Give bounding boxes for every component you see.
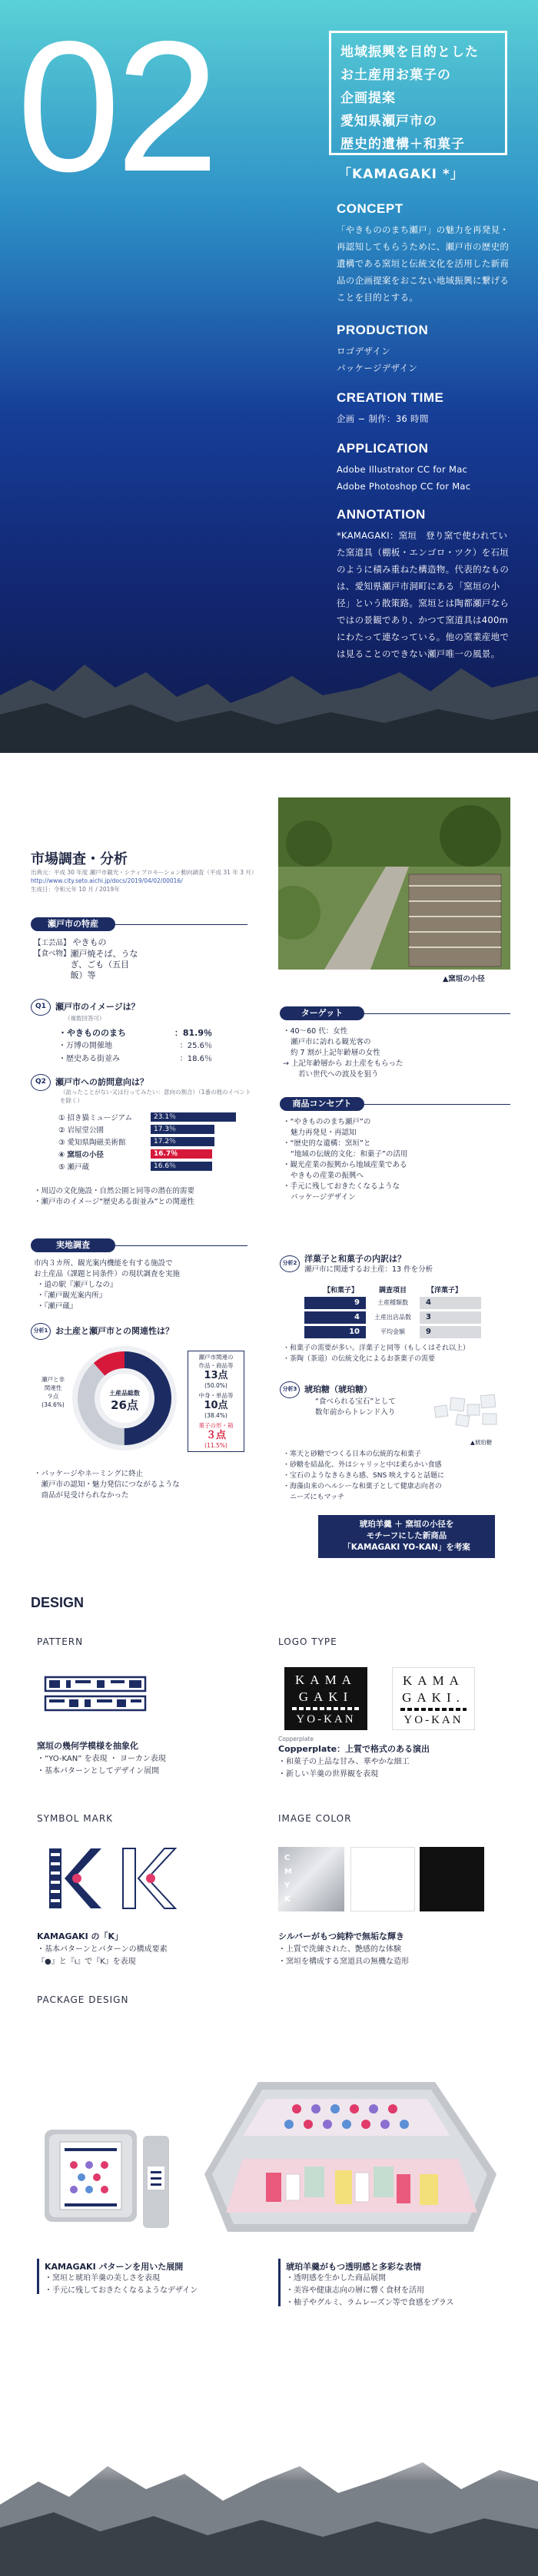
production-line: パッケージデザイン — [337, 363, 418, 373]
survey-pill: 実地調査 — [31, 1238, 115, 1252]
table-row — [304, 1311, 506, 1324]
q2-label: ③ 愛知県陶磁美術館 — [58, 1139, 126, 1147]
application-line: Adobe Photoshop CC for Mac — [337, 481, 471, 492]
package-label: PACKAGE DESIGN — [37, 1994, 129, 2005]
donut-total: 26点 — [111, 1398, 138, 1412]
package-right-bold: 琥珀羊羹がもつ透明感と多彩な表情 — [286, 2262, 421, 2272]
concept-body: 「やきもののまち瀬戸」の魅力を再発見・再認知してもらうために、瀬戸市の歴史的遺構である窯垣と伝統文化を活用した新商品の企画提案をおこない地域振興に繋げることを目的とする。 — [337, 224, 510, 303]
title-line-product: 「KAMAGAKI *」 — [338, 167, 464, 182]
yogashi-value: 3 — [420, 1311, 481, 1324]
q2-bar: 17.2％ — [151, 1137, 214, 1146]
source-line: 出典元：平成 30 年度 瀬戸市観光・シティプロモーション動向調査（平成 31 年 3 月） — [31, 869, 257, 876]
analysis3-badge: 分析3 — [280, 1381, 300, 1398]
title-line: 歴史的遺構＋和菓子 — [340, 137, 465, 152]
application-heading: APPLICATION — [337, 441, 429, 456]
market-title: 市場調査・分析 — [31, 851, 128, 867]
footnote: ・周辺の文化施設・自然公園と同等の潜在的需要 — [34, 1187, 195, 1195]
q2-results — [58, 1111, 251, 1172]
yogashi-value: 9 — [420, 1326, 481, 1338]
kohakuto-caption: ▲琥珀糖 — [470, 1439, 493, 1446]
divider — [364, 1104, 510, 1105]
annotation-heading: ANNOTATION — [337, 507, 426, 522]
accent-bar — [278, 2259, 281, 2306]
q2-bar: 23.1％ — [151, 1112, 236, 1122]
table-row — [304, 1297, 506, 1309]
logo-light: KAMA GAKI. YO-KAN — [392, 1667, 475, 1730]
accent-bar — [37, 2259, 39, 2294]
analysis2-sub: 瀬戸市に関連するお土産：13 件を分析 — [304, 1265, 433, 1274]
wagashi-value: 10 — [304, 1326, 366, 1338]
value: やきもの — [72, 937, 107, 947]
source-link[interactable]: http://www.city.seto.aichi.jp/docs/2019/04/02/00016/ — [31, 877, 183, 884]
q2-row — [58, 1123, 251, 1135]
creation-time-body: 企画 − 制作：36 時間 — [337, 413, 429, 424]
q2-bar: 17.3％ — [151, 1125, 214, 1134]
swatch-white — [350, 1847, 415, 1911]
logo-bold: Copperplate：上質で格式のある演出 — [278, 1744, 430, 1754]
logo-font-note: Copperplate — [278, 1736, 314, 1742]
wagashi-value: 4 — [304, 1311, 366, 1324]
table-item: 平均金額 — [366, 1326, 420, 1338]
product-concept-list: ・“やきもののまち瀬戸”の 魅力再発見・再認知 ・“歴史的な遺構：窯垣”と “地域の伝統的文化：和菓子”の活用 ・観光産業の振興から地域産業である やきもの産業の振興へ ・手元に残しておきたくなるような パッケージデザイン — [283, 1118, 408, 1202]
product-concept-pill: 商品コンセプト — [280, 1097, 364, 1111]
package-left-notes: ・窯垣と琥珀羊羹の美しさを表現 ・手元に残しておきたくなるようなデザイン — [45, 2274, 198, 2295]
symbol-notes: ・基本パターンとパターンの構成要素 『●』と『ι』で『K』を表現 — [37, 1945, 168, 1966]
analysis2-question: 洋菓子と和菓子の内訳は？ — [304, 1254, 406, 1264]
title-line: お土産用お菓子の — [340, 68, 451, 83]
photo-caption: ▲窯垣の小径 — [443, 975, 485, 983]
analysis3-footnotes: ・寒天と砂糖でつくる日本の伝統的な和菓子 ・砂糖を結晶化、外はシャリッと中は柔らかい食感 ・宝石のようなきらきら感、SNS 映えすると話題に ・海藻由来のヘルシーな和菓子として健康志向者の ニーズにもマッチ — [283, 1450, 445, 1501]
q2-bar: 16.6％ — [151, 1162, 212, 1171]
production-section — [337, 323, 513, 376]
divider — [115, 1245, 247, 1246]
seto-specialty-pill: 瀬戸市の特産 — [31, 917, 115, 931]
specialty-list — [34, 937, 249, 981]
q2-row — [58, 1111, 251, 1123]
swatch-silver: C M Y K — [278, 1847, 344, 1911]
q1-note: （複数回答可） — [65, 1015, 105, 1022]
tag: 【食べ物】 — [34, 950, 71, 958]
q2-row — [58, 1160, 251, 1172]
pattern-notes: ・“YO-KAN” を表現 ・ ヨーカン表現 ・基本パターンとしてデザイン展開 — [37, 1755, 166, 1775]
donut-left-label: 瀬戸と非 関連性 ９点 (34.6%) — [42, 1376, 65, 1408]
q2-label: ⑤ 瀬戸蔵 — [58, 1163, 90, 1172]
value: 瀬戸焼そば、うなぎ、ごも（五目飯）等 — [70, 949, 138, 980]
q2-label: ② 岩屋堂公園 — [58, 1126, 105, 1135]
analysis2-badge: 分析2 — [280, 1255, 300, 1272]
pattern-label: PATTERN — [37, 1636, 84, 1647]
analysis3-lines: “食べられる宝石”として 数年前からトレンド入り — [315, 1397, 396, 1417]
q2-label: ① 招き猫ミュージアム — [58, 1114, 132, 1122]
q2-footnotes — [34, 1186, 257, 1208]
image-color-label: IMAGE COLOR — [278, 1813, 352, 1824]
swatch-black — [420, 1847, 484, 1911]
analysis1-footnotes: ・パッケージやネーミングに終止 瀬戸市の認知・魅力発信につながるような 商品が見受けられなかった — [34, 1470, 180, 1500]
conclusion-box: 琥珀羊羹 ＋ 窯垣の小径を モチーフにした新商品 「KAMAGAKI YO-KAN」を考案 — [318, 1515, 495, 1558]
q2-question: 瀬戸市への訪問意向は？ — [55, 1077, 148, 1087]
title-line: 地域振興を目的とした — [340, 45, 479, 60]
analysis3-title: 琥珀糖（琥珀糖） — [304, 1384, 372, 1394]
pattern-bold: 窯垣の幾何学模様を抽象化 — [37, 1741, 138, 1751]
mountain-silhouette — [0, 649, 538, 753]
source-line: 生成日：令和元年 10 月 / 2019年 — [31, 886, 120, 893]
survey-intro: 市内３カ所、観光案内機能を有する施設で お土産品（課題と同条件）の現状調査を実施 ・道の駅『瀬戸しなの』 ・『瀬戸観光案内所』 ・『瀬戸蔵』 — [34, 1259, 181, 1311]
analysis1-badge: 分析1 — [31, 1323, 51, 1340]
analysis1-question: お土産と瀬戸市との関連性は？ — [55, 1326, 174, 1336]
target-pill: ターゲット — [280, 1006, 364, 1020]
production-line: ロゴデザイン — [337, 346, 390, 356]
divider — [364, 1013, 510, 1014]
donut-label-related: 瀬戸市関連の 作品・商品等 13点 (50.0%) 中身・単品等 10点 (38.4%) 菓子の形・箱 ３点 (11.5%) — [188, 1351, 244, 1452]
q1-badge: Q1 — [31, 999, 51, 1016]
q2-row — [58, 1135, 251, 1148]
logo-dark: KAMA GAKI YO-KAN — [284, 1667, 367, 1730]
donut-center-label: 土産品総数 — [109, 1390, 140, 1397]
footnote: ・瀬戸市のイメージ“歴史ある街並み”との関連性 — [34, 1198, 195, 1206]
application-section — [337, 441, 513, 495]
kamagaki-path-photo — [278, 797, 510, 970]
yogashi-value: 4 — [420, 1297, 481, 1309]
target-list: ・40〜60 代：女性 瀬戸市に訪れる観光客の 約 7 割が上記年齢層の女性 → 上記年齢層から お土産をもらった 若い世代への波及を狙う — [283, 1027, 404, 1079]
wagashi-value: 9 — [304, 1297, 366, 1309]
q1-question: 瀬戸市のイメージは？ — [55, 1002, 140, 1012]
package-tin-open — [181, 2059, 512, 2243]
creation-time-heading: CREATION TIME — [337, 390, 444, 405]
application-line: Adobe Illustrator CC for Mac — [337, 464, 468, 475]
package-left-bold: KAMAGAKI パターンを用いた展開 — [45, 2262, 184, 2272]
design-heading: DESIGN — [31, 1595, 85, 1610]
concept-heading: CONCEPT — [337, 201, 404, 216]
q1-row: ・歴史ある街並み ：18.6％ — [58, 1055, 212, 1063]
annotation-section — [337, 507, 513, 662]
creation-time-section — [337, 390, 513, 427]
tag: 【工芸品】 — [34, 939, 71, 947]
table-header: 【和菓子】 調査項目 【洋菓子】 — [323, 1287, 463, 1295]
table-row — [304, 1326, 506, 1338]
table-item: 土産種類数 — [366, 1297, 420, 1309]
title-line: 企画提案 — [340, 91, 396, 106]
production-heading: PRODUCTION — [337, 323, 429, 337]
market-sources — [31, 868, 261, 893]
q2-row — [58, 1148, 251, 1160]
q2-badge: Q2 — [31, 1074, 51, 1091]
concept-section — [337, 201, 513, 306]
donut-chart — [71, 1344, 178, 1452]
symbol-mark-k — [43, 1844, 181, 1913]
comparison-table — [304, 1285, 506, 1341]
kohakuto-image — [427, 1383, 510, 1435]
color-bold: シルバーがもつ純粋で無垢な輝き — [278, 1931, 404, 1941]
q2-label: ④ 窯垣の小径 — [58, 1151, 104, 1159]
project-number: 02 — [17, 3, 215, 211]
annotation-body: *KAMAGAKI：窯垣 登り窯で使われていた窯道具（棚板・エンゴロ・ツク）を石垣のように積み重ねた構造物。代表的なものは、愛知県瀬戸市洞町にある「窯垣の小径」という散策路。窯垣とは陶都瀬戸ならではの景観であり、かつて窯道具は400m にわたって連なっている。他の窯業産地では見ることのできない瀬戸唯一の風景。 — [337, 530, 510, 659]
q1-row: ・万博の開催地 ：25.6％ — [58, 1042, 212, 1050]
hero-section — [0, 0, 538, 753]
symbol-bold: KAMAGAKI の「K」 — [37, 1931, 124, 1941]
package-tin-small — [43, 2120, 174, 2234]
logo-notes: ・和菓子の上品な甘み、華やかな細工 ・新しい羊羹の世界観を表現 — [278, 1758, 410, 1779]
q2-note: （訪ったことがない又は行ってみたい：意向の割合）（1番の他のイベントを除く） — [60, 1089, 251, 1104]
package-right-notes: ・透明感を生かした商品展開 ・美容や健康志向の層に響く食材を活用 ・柚子やグルミ、ラムレーズン等で食感をプラス — [286, 2274, 454, 2307]
table-item: 土産出店品数 — [366, 1311, 420, 1324]
color-notes: ・上質で洗練された、艶感的な体験 ・窯垣を構成する窯道具の無機な造形 — [278, 1945, 409, 1966]
pattern-sample — [43, 1675, 148, 1713]
q1-results — [58, 1026, 212, 1066]
title-box — [329, 31, 507, 155]
title-line: 愛知県瀬戸市の — [340, 114, 437, 129]
bottom-mountain-silhouette — [0, 2435, 538, 2576]
q1-row: ・やきもののまち ：81.9％ — [58, 1028, 212, 1038]
logo-label: LOGO TYPE — [278, 1636, 337, 1647]
symbol-label: SYMBOL MARK — [37, 1813, 114, 1824]
divider — [115, 924, 247, 925]
analysis2-footnotes: ・和菓子の需要が多い。洋菓子と同等（もしくはそれ以上） ・茶陶（茶道）の伝統文化によるお茶菓子の需要 — [283, 1344, 470, 1363]
q2-bar: 16.7％ — [151, 1149, 212, 1159]
